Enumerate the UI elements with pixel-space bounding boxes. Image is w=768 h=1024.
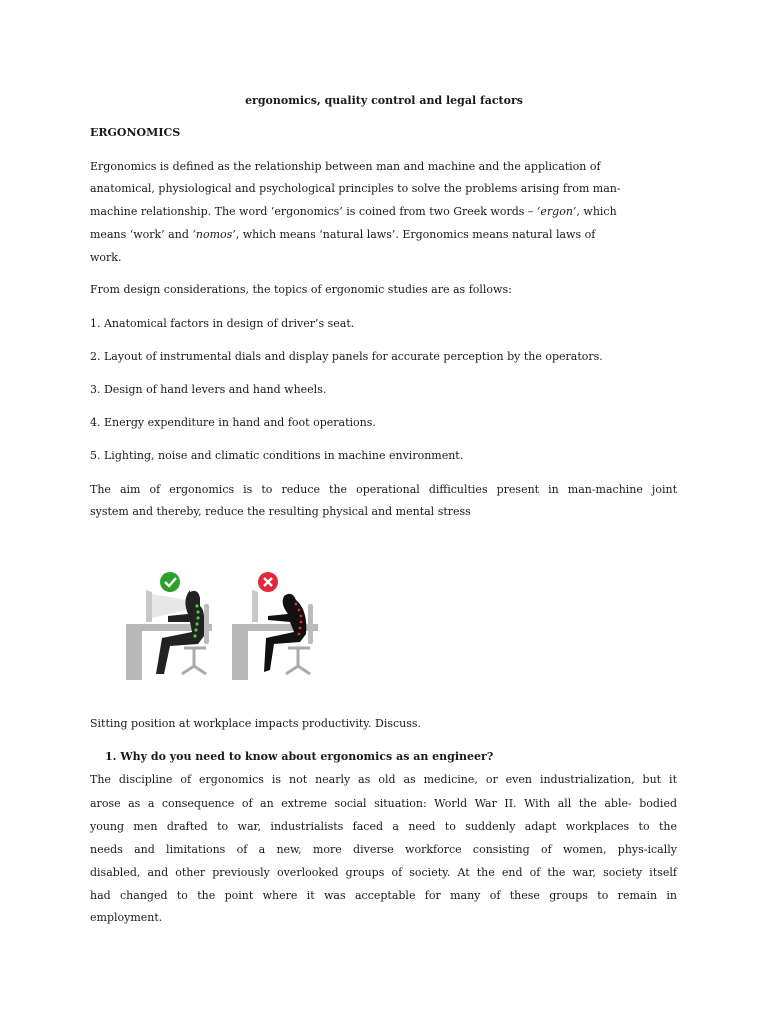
term-ergon: ‘ergon’ <box>536 205 577 218</box>
term-nomos: ‘nomos’ <box>192 228 236 241</box>
question-heading: 1. Why do you need to know about ergonomics as an engineer? <box>105 750 494 763</box>
paragraph-line: Ergonomics is defined as the relationship between man and machine and the application of <box>90 160 601 173</box>
paragraph-line <box>90 205 617 219</box>
paragraph-line <box>90 228 595 242</box>
text: , which means ‘natural laws’. Ergonomics means natural laws of <box>235 228 596 241</box>
paragraph-line: young men drafted to war, industrialists faced a need to suddenly adapt workplaces to the <box>90 820 677 833</box>
text: means ‘work’ and <box>90 228 193 241</box>
document-title: ergonomics, quality control and legal factors <box>245 94 523 107</box>
paragraph-line: work. <box>90 251 122 264</box>
paragraph-line: The discipline of ergonomics is not nearly as old as medicine, or even industrialization, but it <box>90 773 677 786</box>
topic-item: 2. Layout of instrumental dials and display panels for accurate perception by the operators. <box>90 350 603 363</box>
bad-posture-illustration <box>232 572 318 680</box>
sitting-posture-figure <box>124 570 324 682</box>
paragraph-line: anatomical, physiological and psychological principles to solve the problems arising from man- <box>90 182 621 195</box>
topic-item: 5. Lighting, noise and climatic conditions in machine environment. <box>90 449 464 462</box>
section-heading: ERGONOMICS <box>90 126 181 139</box>
figure-caption: Sitting position at workplace impacts productivity. Discuss. <box>90 717 422 730</box>
text: , which <box>576 205 617 218</box>
paragraph-line: needs and limitations of a new, more diverse workforce consisting of women, phys-ically <box>90 843 677 856</box>
check-icon <box>160 572 180 592</box>
paragraph-line: had changed to the point where it was acceptable for many of these groups to remain in <box>90 889 677 902</box>
topic-item: 1. Anatomical factors in design of driver’s seat. <box>90 317 355 330</box>
paragraph-line: employment. <box>90 911 163 924</box>
paragraph-line: arose as a consequence of an extreme social situation: World War II. With all the able- bodied <box>90 797 677 810</box>
paragraph-line: The aim of ergonomics is to reduce the operational difficulties present in man-machine joint <box>90 483 677 496</box>
good-posture-illustration <box>126 572 212 680</box>
paragraph-line: disabled, and other previously overlooked groups of society. At the end of the war, society itself <box>90 866 677 879</box>
text: machine relationship. The word ‘ergonomics’ is coined from two Greek words – <box>90 205 537 218</box>
paragraph-line: system and thereby, reduce the resulting physical and mental stress <box>90 505 471 518</box>
topic-item: 4. Energy expenditure in hand and foot operations. <box>90 416 376 429</box>
topic-item: 3. Design of hand levers and hand wheels. <box>90 383 327 396</box>
intro-text: From design considerations, the topics of ergonomic studies are as follows: <box>90 283 512 296</box>
